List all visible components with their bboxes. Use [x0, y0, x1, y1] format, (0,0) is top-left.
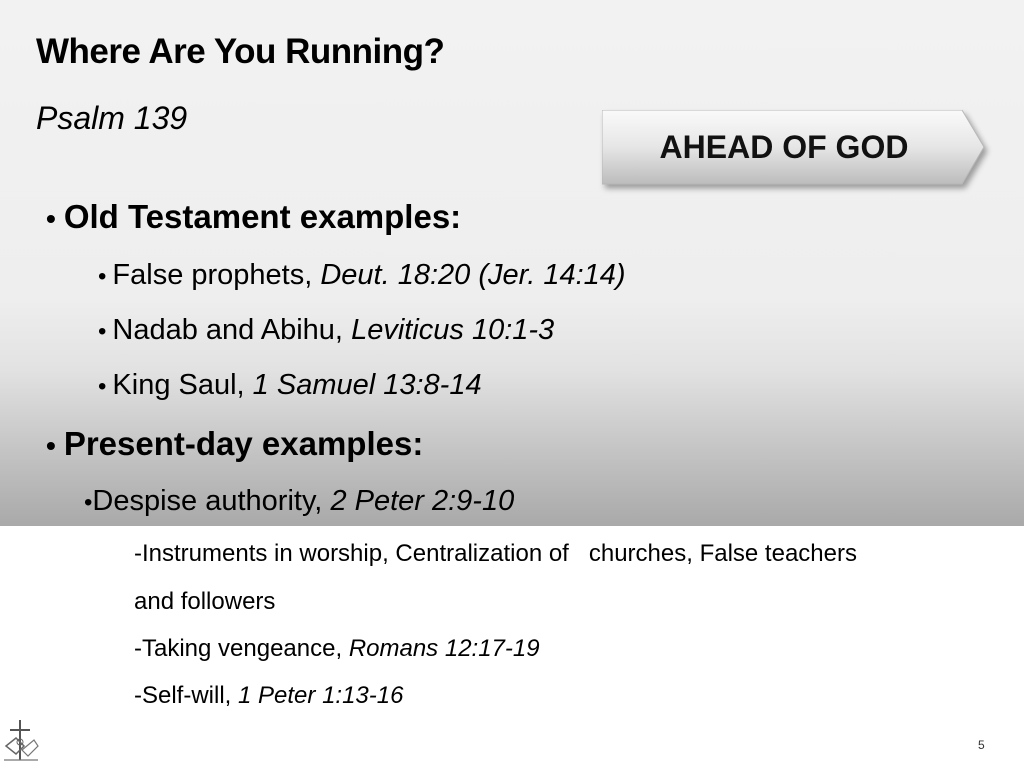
- ot-heading-text: Old Testament examples:: [63, 198, 462, 235]
- scripture-reference: 1 Peter 1:13-16: [238, 682, 404, 709]
- item-text: King Saul,: [112, 369, 245, 401]
- list-item: [98, 369, 482, 402]
- pd-heading-text: Present-day examples:: [63, 425, 424, 462]
- ot-heading: [46, 198, 461, 236]
- bullet: •: [98, 318, 107, 345]
- slide-subtitle: Psalm 139: [36, 100, 188, 136]
- bullet: •: [98, 263, 107, 290]
- bullet: •: [98, 373, 107, 400]
- list-item: [98, 259, 626, 292]
- slide-title: Where Are You Running?: [36, 32, 445, 71]
- scripture-reference: 1 Samuel 13:8-14: [252, 369, 482, 401]
- sub-item: [134, 635, 540, 663]
- banner-label: AHEAD OF GOD: [659, 129, 909, 165]
- scripture-reference: Romans 12:17-19: [348, 635, 540, 662]
- sub-item-text: -Self-will,: [134, 682, 232, 709]
- item-text: Nadab and Abihu,: [112, 314, 343, 346]
- item-text: False prophets,: [112, 259, 313, 291]
- sub-item-text: -Taking vengeance,: [134, 635, 343, 662]
- sub-item: [134, 540, 857, 568]
- bullet: •: [46, 430, 56, 461]
- sub-item: [134, 588, 275, 616]
- bullet: •: [84, 489, 93, 516]
- church-emblem-icon: [2, 716, 42, 771]
- list-item: [98, 314, 554, 347]
- page-number: 5: [978, 738, 985, 752]
- sub-item-text: -Instruments in worship, Centralization of churches, False teachers: [134, 540, 857, 567]
- scripture-reference: 2 Peter 2:9-10: [330, 485, 515, 517]
- scripture-reference: Leviticus 10:1-3: [351, 314, 555, 346]
- pd-heading: [46, 425, 423, 463]
- scripture-reference: Deut. 18:20 (Jer. 14:14): [320, 259, 626, 291]
- item-text: Despise authority,: [92, 485, 323, 517]
- sub-item: [134, 682, 403, 710]
- sub-item-text: and followers: [134, 588, 276, 615]
- list-item: [84, 485, 514, 518]
- bullet: •: [46, 203, 56, 234]
- ahead-of-god-banner: [602, 110, 986, 185]
